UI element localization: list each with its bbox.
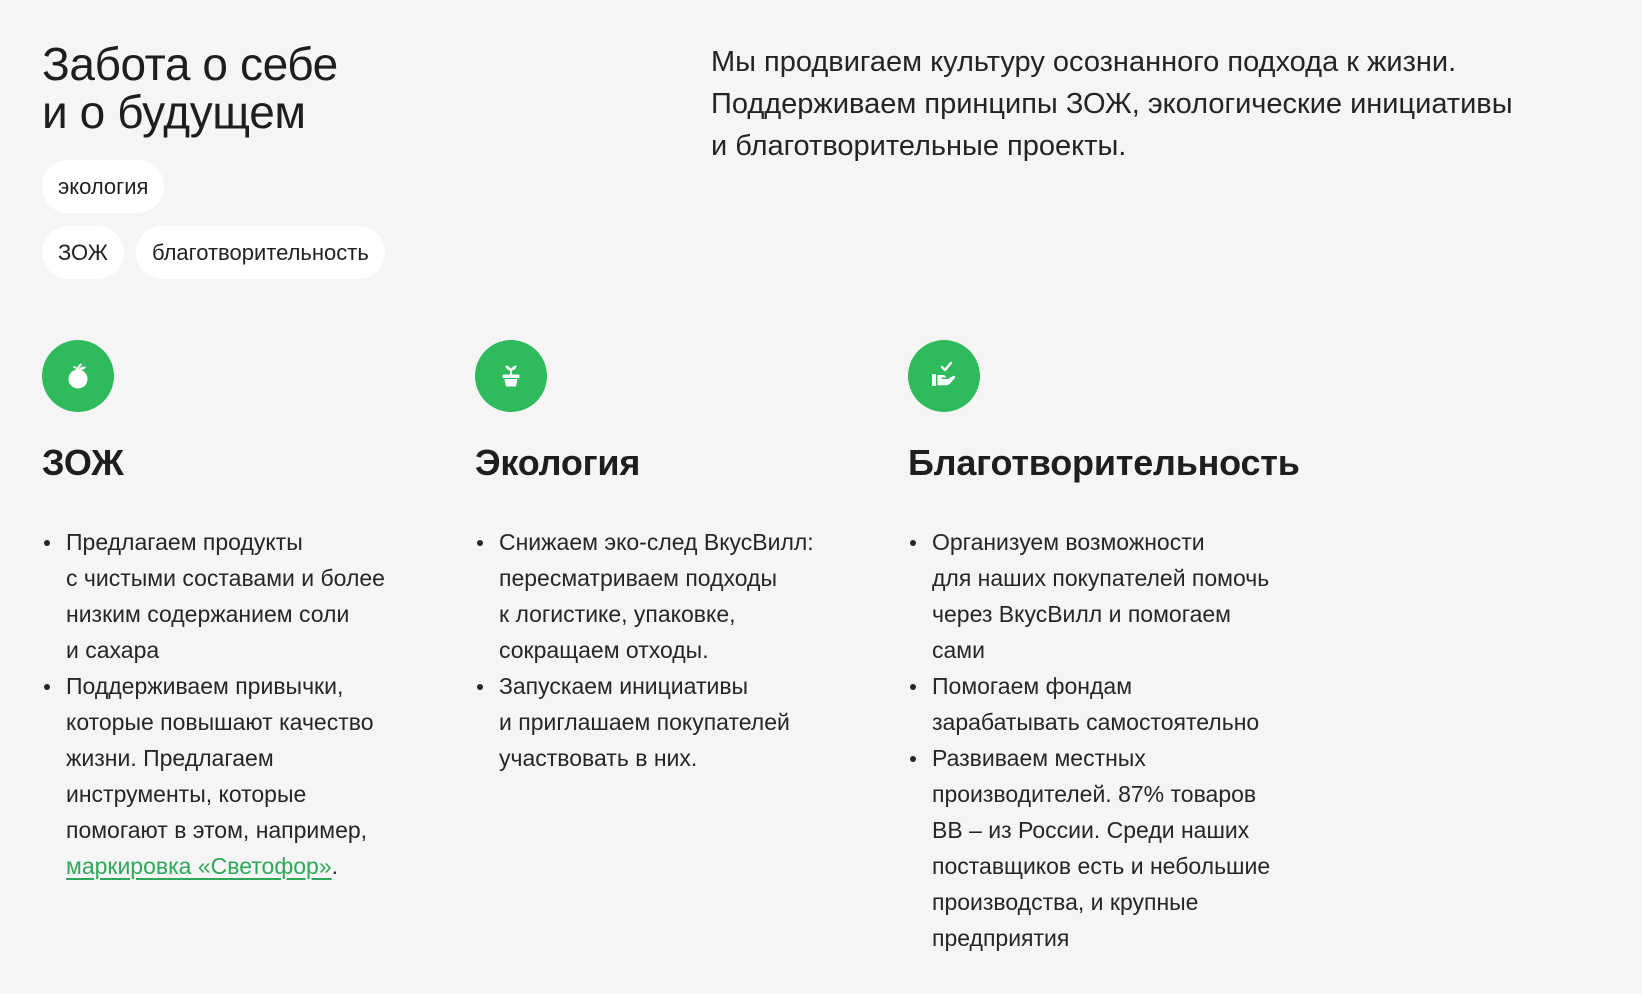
line: помогают в этом, например, — [66, 817, 368, 843]
section-ecology — [475, 340, 875, 776]
intro-line: и благотворительные проекты. — [711, 130, 1127, 162]
line: Предлагаем продукты — [66, 529, 303, 555]
line: которые повышают качество — [66, 709, 374, 735]
bullet-list — [475, 524, 875, 776]
intro-text — [711, 41, 1621, 167]
line: низким содержанием соли — [66, 601, 350, 627]
list-item — [908, 524, 1328, 668]
traffic-light-marking-link[interactable]: маркировка «Светофор» — [66, 853, 332, 879]
bullet-list — [908, 524, 1328, 956]
line: зарабатывать самостоятельно — [932, 709, 1260, 735]
line: поставщиков есть и небольшие — [932, 853, 1271, 879]
tag-ecology[interactable]: экология — [42, 160, 164, 213]
line: Снижаем эко-след ВкусВилл: — [499, 529, 814, 555]
line: участвовать в них. — [499, 745, 698, 771]
line: производства, и крупные — [932, 889, 1199, 915]
intro-line: Поддерживаем принципы ЗОЖ, экологические инициативы — [711, 88, 1513, 120]
page-title-line: и о будущем — [42, 86, 306, 138]
line: Помогаем фондам — [932, 673, 1133, 699]
tag-healthy-lifestyle[interactable]: ЗОЖ — [42, 226, 124, 279]
line: сами — [932, 637, 985, 663]
line: и сахара — [66, 637, 160, 663]
line: и приглашаем покупателей — [499, 709, 790, 735]
page-title-line: Забота о себе — [42, 38, 338, 90]
line: производителей. 87% товаров — [932, 781, 1257, 807]
intro-line: Мы продвигаем культуру осознанного подхода к жизни. — [711, 46, 1457, 78]
list-item — [42, 524, 442, 668]
link-suffix: . — [331, 853, 339, 879]
line: Развиваем местных — [932, 745, 1146, 771]
line: Организуем возможности — [932, 529, 1205, 555]
list-item — [908, 740, 1328, 956]
line: инструменты, которые — [66, 781, 307, 807]
helping-hand-icon — [908, 340, 980, 412]
line: ВВ – из России. Среди наших — [932, 817, 1250, 843]
page-title — [42, 40, 338, 136]
section-title: Экология — [475, 442, 641, 483]
line: пересматриваем подходы — [499, 565, 777, 591]
section-title: Благотворительность — [908, 442, 1300, 483]
section-title: ЗОЖ — [42, 442, 124, 483]
section-healthy-lifestyle — [42, 340, 442, 884]
line: через ВкусВилл и помогаем — [932, 601, 1231, 627]
tag-list — [42, 160, 442, 292]
line: предприятия — [932, 925, 1070, 951]
list-item — [475, 668, 875, 776]
line: жизни. Предлагаем — [66, 745, 274, 771]
line: с чистыми составами и более — [66, 565, 385, 591]
list-item — [475, 524, 875, 668]
apple-icon — [42, 340, 114, 412]
line: для наших покупателей помочь — [932, 565, 1270, 591]
sprout-pot-icon — [475, 340, 547, 412]
line: Запускаем инициативы — [499, 673, 749, 699]
list-item — [42, 668, 442, 884]
section-charity — [908, 340, 1328, 956]
tag-charity[interactable]: благотворительность — [136, 226, 385, 279]
bullet-list — [42, 524, 442, 884]
line: сокращаем отходы. — [499, 637, 709, 663]
line: Поддерживаем привычки, — [66, 673, 344, 699]
list-item — [908, 668, 1328, 740]
line: к логистике, упаковке, — [499, 601, 736, 627]
